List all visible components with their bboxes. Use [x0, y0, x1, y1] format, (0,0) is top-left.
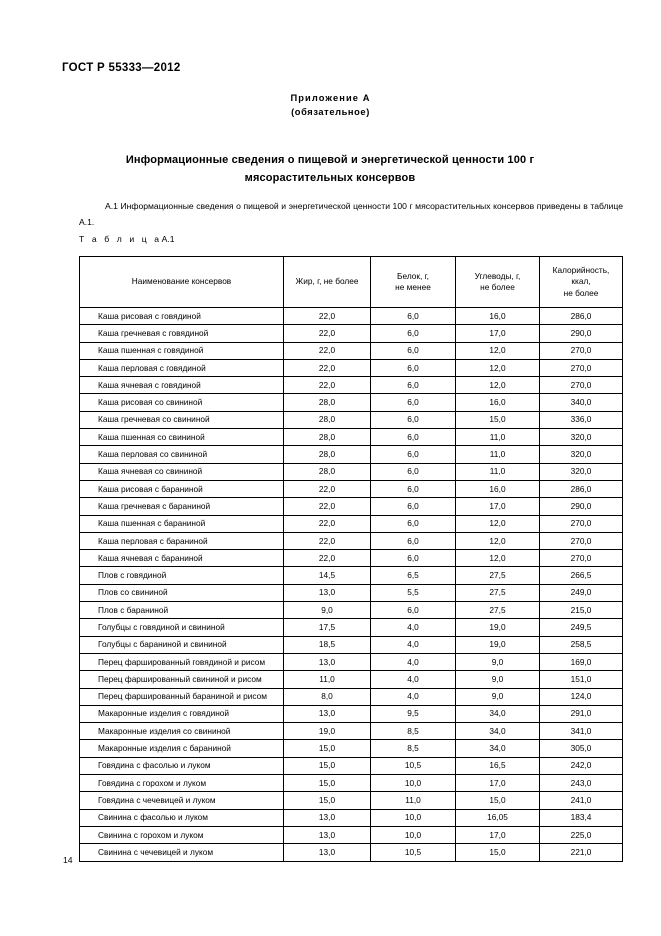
cell-value: 22,0 — [284, 308, 371, 325]
cell-product-name: Плов с говядиной — [80, 567, 284, 584]
cell-product-name: Каша перловая с бараниной — [80, 532, 284, 549]
cell-value: 34,0 — [456, 740, 540, 757]
table-row — [80, 723, 623, 740]
cell-product-name: Свинина с фасолью и луком — [80, 809, 284, 826]
cell-value: 13,0 — [284, 844, 371, 861]
cell-value: 15,0 — [456, 792, 540, 809]
cell-value: 270,0 — [540, 377, 623, 394]
cell-value: 22,0 — [284, 498, 371, 515]
cell-value: 266,5 — [540, 567, 623, 584]
cell-value: 16,0 — [456, 308, 540, 325]
cell-value: 34,0 — [456, 723, 540, 740]
clause-a1-text: А.1 Информационные сведения о пищевой и энергетической ценности 100 г мясорастительных консервов приведены в таблице А.1. — [79, 201, 623, 227]
cell-value: 320,0 — [540, 446, 623, 463]
cell-value: 290,0 — [540, 325, 623, 342]
cell-value: 9,0 — [284, 602, 371, 619]
cell-value: 13,0 — [284, 705, 371, 722]
cell-value: 10,0 — [371, 826, 456, 843]
cell-value: 320,0 — [540, 429, 623, 446]
cell-value: 14,5 — [284, 567, 371, 584]
cell-value: 4,0 — [371, 619, 456, 636]
cell-product-name: Каша перловая со свининой — [80, 446, 284, 463]
cell-value: 13,0 — [284, 584, 371, 601]
cell-value: 15,0 — [456, 844, 540, 861]
table-row — [80, 446, 623, 463]
cell-product-name: Говядина с чечевицей и луком — [80, 792, 284, 809]
cell-value: 6,0 — [371, 480, 456, 497]
cell-value: 221,0 — [540, 844, 623, 861]
table-row — [80, 498, 623, 515]
cell-value: 9,0 — [456, 653, 540, 670]
cell-value: 270,0 — [540, 532, 623, 549]
table-row — [80, 757, 623, 774]
cell-value: 6,0 — [371, 429, 456, 446]
table-row — [80, 550, 623, 567]
cell-value: 258,5 — [540, 636, 623, 653]
table-row — [80, 532, 623, 549]
cell-product-name: Каша ячневая с говядиной — [80, 377, 284, 394]
table-row — [80, 411, 623, 428]
cell-value: 286,0 — [540, 480, 623, 497]
cell-value: 16,5 — [456, 757, 540, 774]
cell-product-name: Макаронные изделия с бараниной — [80, 740, 284, 757]
column-header-protein: Белок, г, не менее — [371, 257, 456, 308]
cell-product-name: Каша гречневая с говядиной — [80, 325, 284, 342]
table-row — [80, 567, 623, 584]
cell-value: 17,0 — [456, 826, 540, 843]
column-header-fat: Жир, г, не более — [284, 257, 371, 308]
cell-value: 17,0 — [456, 775, 540, 792]
page-title-line1: Информационные сведения о пищевой и энергетической ценности 100 г — [125, 154, 535, 166]
table-row — [80, 429, 623, 446]
nutrition-table — [79, 256, 623, 862]
cell-value: 270,0 — [540, 515, 623, 532]
cell-value: 9,5 — [371, 705, 456, 722]
cell-value: 27,5 — [456, 584, 540, 601]
cell-product-name: Макаронные изделия с говядиной — [80, 705, 284, 722]
column-header-carbohydrates: Углеводы, г, не более — [456, 257, 540, 308]
cell-value: 15,0 — [284, 740, 371, 757]
table-row — [80, 359, 623, 376]
cell-value: 13,0 — [284, 653, 371, 670]
cell-value: 15,0 — [284, 775, 371, 792]
cell-value: 27,5 — [456, 567, 540, 584]
cell-product-name: Перец фаршированный свининой и рисом — [80, 671, 284, 688]
page-title — [95, 152, 565, 187]
cell-value: 225,0 — [540, 826, 623, 843]
table-row — [80, 342, 623, 359]
cell-value: 249,5 — [540, 619, 623, 636]
cell-value: 336,0 — [540, 411, 623, 428]
cell-value: 6,0 — [371, 411, 456, 428]
cell-value: 17,0 — [456, 498, 540, 515]
appendix-status: (обязательное) — [291, 106, 370, 117]
cell-value: 305,0 — [540, 740, 623, 757]
appendix-label: Приложение А — [290, 93, 371, 103]
cell-product-name: Каша пшенная со свининой — [80, 429, 284, 446]
table-row — [80, 636, 623, 653]
cell-value: 6,0 — [371, 498, 456, 515]
table-row — [80, 792, 623, 809]
cell-value: 241,0 — [540, 792, 623, 809]
table-row — [80, 394, 623, 411]
cell-product-name: Голубцы с говядиной и свининой — [80, 619, 284, 636]
appendix-heading — [0, 92, 661, 119]
cell-value: 19,0 — [284, 723, 371, 740]
cell-value: 124,0 — [540, 688, 623, 705]
cell-value: 11,0 — [456, 463, 540, 480]
cell-value: 6,0 — [371, 550, 456, 567]
table-body — [80, 308, 623, 862]
table-row — [80, 619, 623, 636]
cell-value: 10,0 — [371, 775, 456, 792]
cell-value: 28,0 — [284, 463, 371, 480]
table-row — [80, 325, 623, 342]
cell-product-name: Каша перловая с говядиной — [80, 359, 284, 376]
cell-product-name: Плов со свининой — [80, 584, 284, 601]
cell-product-name: Каша ячневая со свининой — [80, 463, 284, 480]
clause-paragraph — [79, 199, 623, 230]
cell-value: 11,0 — [284, 671, 371, 688]
cell-value: 4,0 — [371, 636, 456, 653]
cell-value: 6,0 — [371, 446, 456, 463]
cell-value: 151,0 — [540, 671, 623, 688]
table-row — [80, 826, 623, 843]
cell-value: 243,0 — [540, 775, 623, 792]
cell-value: 11,0 — [456, 429, 540, 446]
table-caption-number: А.1 — [161, 234, 175, 244]
cell-value: 27,5 — [456, 602, 540, 619]
cell-value: 6,0 — [371, 515, 456, 532]
cell-value: 10,5 — [371, 757, 456, 774]
cell-value: 6,0 — [371, 359, 456, 376]
table-row — [80, 844, 623, 861]
cell-value: 270,0 — [540, 359, 623, 376]
cell-value: 242,0 — [540, 757, 623, 774]
cell-value: 341,0 — [540, 723, 623, 740]
cell-value: 6,0 — [371, 394, 456, 411]
cell-product-name: Каша рисовая со свининой — [80, 394, 284, 411]
cell-value: 22,0 — [284, 359, 371, 376]
cell-value: 4,0 — [371, 653, 456, 670]
cell-value: 28,0 — [284, 394, 371, 411]
table-row — [80, 515, 623, 532]
cell-value: 9,0 — [456, 671, 540, 688]
table-row — [80, 602, 623, 619]
cell-product-name: Свинина с горохом и луком — [80, 826, 284, 843]
cell-value: 22,0 — [284, 325, 371, 342]
document-standard-header: ГОСТ Р 55333—2012 — [62, 62, 181, 74]
table-row — [80, 377, 623, 394]
cell-value: 270,0 — [540, 342, 623, 359]
cell-value: 183,4 — [540, 809, 623, 826]
cell-value: 13,0 — [284, 809, 371, 826]
cell-value: 22,0 — [284, 480, 371, 497]
cell-value: 22,0 — [284, 532, 371, 549]
cell-value: 16,05 — [456, 809, 540, 826]
cell-value: 22,0 — [284, 342, 371, 359]
table-row — [80, 480, 623, 497]
cell-product-name: Говядина с горохом и луком — [80, 775, 284, 792]
cell-value: 17,5 — [284, 619, 371, 636]
cell-product-name: Каша пшенная с говядиной — [80, 342, 284, 359]
cell-product-name: Каша ячневая с бараниной — [80, 550, 284, 567]
cell-value: 6,0 — [371, 342, 456, 359]
cell-value: 6,0 — [371, 325, 456, 342]
cell-value: 12,0 — [456, 532, 540, 549]
cell-value: 8,5 — [371, 740, 456, 757]
cell-value: 12,0 — [456, 377, 540, 394]
table-row — [80, 688, 623, 705]
cell-value: 290,0 — [540, 498, 623, 515]
cell-product-name: Каша гречневая со свининой — [80, 411, 284, 428]
cell-value: 291,0 — [540, 705, 623, 722]
cell-value: 10,0 — [371, 809, 456, 826]
cell-product-name: Каша гречневая с бараниной — [80, 498, 284, 515]
cell-value: 22,0 — [284, 377, 371, 394]
cell-product-name: Перец фаршированный говядиной и рисом — [80, 653, 284, 670]
cell-value: 4,0 — [371, 671, 456, 688]
cell-value: 320,0 — [540, 463, 623, 480]
cell-value: 11,0 — [371, 792, 456, 809]
cell-value: 4,0 — [371, 688, 456, 705]
cell-product-name: Говядина с фасолью и луком — [80, 757, 284, 774]
cell-product-name: Макаронные изделия со свининой — [80, 723, 284, 740]
cell-value: 15,0 — [284, 792, 371, 809]
table-header-row — [80, 257, 623, 308]
table-row — [80, 463, 623, 480]
cell-value: 169,0 — [540, 653, 623, 670]
column-header-product-name: Наименование консервов — [80, 257, 284, 308]
cell-value: 6,0 — [371, 602, 456, 619]
cell-product-name: Плов с бараниной — [80, 602, 284, 619]
table-row — [80, 308, 623, 325]
table-row — [80, 740, 623, 757]
cell-value: 17,0 — [456, 325, 540, 342]
cell-value: 9,0 — [456, 688, 540, 705]
cell-value: 12,0 — [456, 342, 540, 359]
cell-value: 8,5 — [371, 723, 456, 740]
page-number: 14 — [63, 855, 73, 865]
cell-value: 19,0 — [456, 636, 540, 653]
cell-value: 5,5 — [371, 584, 456, 601]
table-header — [80, 257, 623, 308]
cell-value: 6,0 — [371, 308, 456, 325]
cell-value: 270,0 — [540, 550, 623, 567]
cell-value: 11,0 — [456, 446, 540, 463]
cell-product-name: Каша рисовая с говядиной — [80, 308, 284, 325]
cell-value: 10,5 — [371, 844, 456, 861]
cell-value: 28,0 — [284, 429, 371, 446]
cell-value: 12,0 — [456, 515, 540, 532]
cell-value: 12,0 — [456, 550, 540, 567]
table-caption-word: Т а б л и ц а — [79, 234, 162, 244]
page-title-line2: мясорастительных консервов — [244, 171, 416, 184]
table-row — [80, 653, 623, 670]
table-row — [80, 809, 623, 826]
cell-value: 249,0 — [540, 584, 623, 601]
table-caption — [79, 234, 175, 244]
cell-product-name: Каша рисовая с бараниной — [80, 480, 284, 497]
cell-value: 6,0 — [371, 377, 456, 394]
cell-value: 215,0 — [540, 602, 623, 619]
table-row — [80, 584, 623, 601]
cell-value: 13,0 — [284, 826, 371, 843]
cell-value: 16,0 — [456, 480, 540, 497]
table-row — [80, 775, 623, 792]
cell-value: 19,0 — [456, 619, 540, 636]
cell-value: 286,0 — [540, 308, 623, 325]
cell-value: 15,0 — [284, 757, 371, 774]
cell-value: 6,5 — [371, 567, 456, 584]
cell-product-name: Свинина с чечевицей и луком — [80, 844, 284, 861]
cell-value: 12,0 — [456, 359, 540, 376]
cell-value: 22,0 — [284, 550, 371, 567]
cell-product-name: Голубцы с бараниной и свининой — [80, 636, 284, 653]
cell-value: 340,0 — [540, 394, 623, 411]
cell-value: 34,0 — [456, 705, 540, 722]
column-header-calories: Калорийность, ккал, не более — [540, 257, 623, 308]
cell-value: 15,0 — [456, 411, 540, 428]
table-row — [80, 705, 623, 722]
cell-value: 6,0 — [371, 463, 456, 480]
table-row — [80, 671, 623, 688]
cell-value: 6,0 — [371, 532, 456, 549]
cell-value: 16,0 — [456, 394, 540, 411]
cell-value: 28,0 — [284, 446, 371, 463]
cell-value: 28,0 — [284, 411, 371, 428]
cell-product-name: Перец фаршированный бараниной и рисом — [80, 688, 284, 705]
cell-value: 8,0 — [284, 688, 371, 705]
cell-value: 18,5 — [284, 636, 371, 653]
cell-value: 22,0 — [284, 515, 371, 532]
cell-product-name: Каша пшенная с бараниной — [80, 515, 284, 532]
